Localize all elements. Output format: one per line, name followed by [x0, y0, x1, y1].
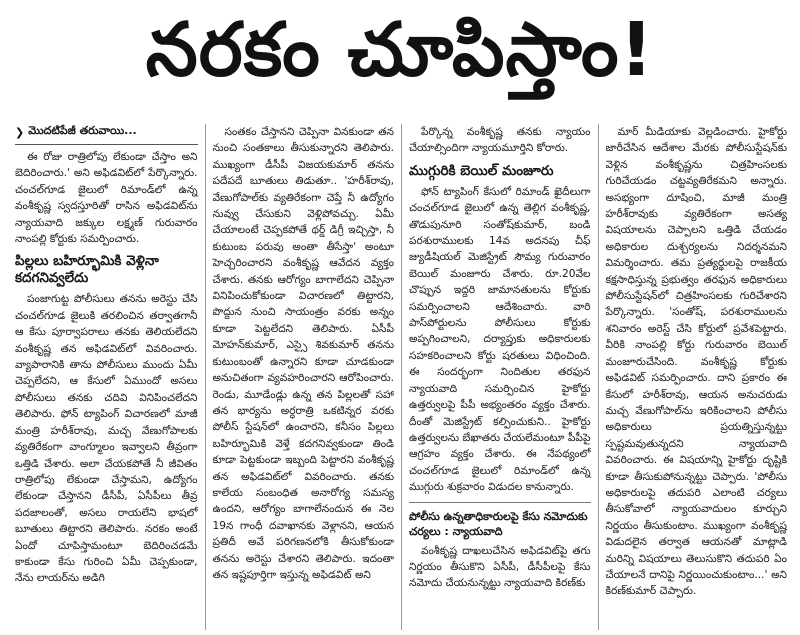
column-1	[8, 124, 205, 630]
paragraph: ఫోన్ ట్యాపింగ్ కేసులో రిమాండ్ ఖైదీలుగా చంచల్‌గూడ జైలులో ఉన్న తెల్లిగ వంశీకృష్ణ, తొడుపునూరి సంతోష్‌కుమార్, బండి పరశురాములకు 14వ అదనపు చీఫ్ జ్యుడీషియల్ మెజిస్ట్రేట్ సౌమ్య గురువారం బెయిల్ మంజూరు చేశారు. రూ.20వేల చొప్పున ఇద్దరి జామానతులను కోర్టుకు సమర్పించాలని ఆదేశించారు. వారి పాస్‌పోర్టులను పోలీసులు కోర్టుకు అప్పగించాలని, దర్యాప్తుకు అధికారులకు సహకరించాలని కోర్టు షరతులు విధించింది. ఈ సందర్భంగా నిందితుల తరఫున న్యాయవాది సమర్పించిన హైకోర్టు ఉత్తర్వులపై పీపీ అభ్యంతరం వ్యక్తం చేశారు. దీంతో మెజిస్ట్రేట్ కల్పించుకుని.. హైకోర్టు ఉత్తర్వులను బేఖాతరు చేయలేమంటూ పీపీపై ఆగ్రహం వ్యక్తం చేశారు. ఈ నేపథ్యంలో చంచల్‌గూడ జైలులో రిమాండ్‌లో ఉన్న ముగ్గురు శుక్రవారం విడుదల కానున్నారు.	[409, 185, 591, 494]
kicker-label: మొదటిపేజీ తరువాయి...	[28, 124, 137, 137]
paragraph: పంజాగుట్ట పోలీసులు తనను అరెస్టు చేసి చంచల్‌గూడ జైలుకి తరలించిన తర్వాతగానీ ఆ కేసు పూర్వాపరాలు తనకు తెలియలేదని వంశీకృష్ణ తన అఫిడవిట్‌లో వివరించారు. వ్యాపారానికి తాను పోలీసులు ముందు ఏమీ చెప్పలేదని, ఆ కేసులో ఏముందో అసలు పోలీసులు తనకు చదివి వినిపించలేదని తెలిపారు. ఫోన్ ట్యాపింగ్ విచారణలో మాజీ మంత్రి హరీశ్‌రావు, మచ్చ వేణుగోపాలకు వ్యతిరేకంగా వాంగ్మూలం ఇవ్వాలని తీవ్రంగా ఒత్తిడి చేశారు. అలా చేయకపోతే నీ జీవితం రాత్రిలోపు లేకుండా చేస్తామని, ఉద్యోగం లేకుండా చేస్తానని డీసీపీ, ఏసీపీలు తీవ్ర పదజాలంతో, అసలు రాయలేని భాషలో బూతులు తిట్టారని తెలిపారు. నరకం అంటే ఏందో చూపిస్తామంటూ బెదిరించడమే కాకుండా కేసు గురించి ఏమీ చెప్పకుండా, నేను లాయర్‌ను అడిగి	[15, 293, 198, 585]
column-4	[598, 124, 795, 630]
subheading: పిల్లలు బహిర్భూమికి వెళ్లినా కదగనివ్వలేదు	[15, 253, 159, 287]
paragraph: మార్ మీడియాకు వెల్లడించారు. హైకోర్టు జారీచేసిన ఆదేశాల మేరకు పోలీసుస్టేషన్‌కు వెళ్లిన వంశీకృష్ణను చిత్రహింసలకు గురిచేయడం చట్టవ్యతిరేకమని అన్నారు. అసభ్యంగా దూషించి, మాజీ మంత్రి హరీశ్‌రావుకు వ్యతిరేకంగా అసత్య విషయాలను చెప్పాలని ఒత్తిడి చేయడం అధికారుల దుశ్చర్యలను నిదర్శనమని విమర్శించారు. తమ ప్రత్యర్థులపై రాజకీయ కక్షసాధిస్తున్న ప్రభుత్వం తరఫున అధికారులు పోలీసుస్టేషన్‌లో చిత్రహింసలకు గురిచేశారని పేర్కొన్నారు. 'సంతోష్, పరశురాములను శనివారం అరెస్ట్ చేసి కోర్టులో ప్రవేశపెట్టారు. వీరికి నాంపల్లి కోర్టు గురువారం బెయిల్ మంజూరుచేసింది. వంశీకృష్ణ కోర్టుకు అఫిడవిట్ సమర్పించారు. దాని ప్రకారం ఈ కేసులో హరీశ్‌రావు, ఆయన అనుచరుడు మచ్చ వేణుగోపాల్‌ను ఇరికించాలని పోలీసు అధికారులు ప్రయత్నిస్తున్నట్టు స్పష్టమవుతున్నదని న్యాయవాది వివరించారు. ఈ విషయాన్ని హైకోర్టు దృష్టికి కూడా తీసుకుపోనున్నట్టు చెప్పారు. 'పోలీసు అధికారులపై తదుపరి ఎలాంటి చర్యలు తీసుకోవాలో న్యాయవాదులం కూర్చుని నిర్ణయం తీసుకుంటాం. ముఖ్యంగా వంశీకృష్ణ విడుదలైన తర్వాత ఆయనతో మాట్లాడి మరిన్ని విషయాలు తెలుసుకొని తదుపరి ఏం చేయాలనే దానిపై నిర్ణయించుకుంటాం...' అని కిరణ్‌కుమార్ చెప్పారు.	[605, 126, 787, 598]
section-divider	[409, 502, 591, 503]
column-2	[205, 124, 402, 630]
column-3	[401, 124, 598, 630]
paragraph: వంశీకృష్ణ దాఖలుచేసిన అఫిడవిట్‌పై తగు నిర్ణయం తీసుకొని ఏసీపీ, డీసీపీలపై కేసు నమోదు చేయనున్నట్టు న్యాయవాది కిరణ్‌కు	[409, 544, 591, 590]
headline: నరకం చూపిస్తాం!	[145, 7, 655, 93]
subheading: పోలీసు ఉన్నతాధికారులపై కేసు నమోదుకు చర్యలు : న్యాయవాది	[409, 509, 588, 538]
article-columns	[8, 124, 794, 630]
paragraph: పేర్కొన్న వంశీకృష్ణ తనకు న్యాయం చేయాల్సిందిగా న్యాయమూర్తిని కోరారు.	[409, 126, 591, 155]
chevron-right-icon: ❯	[15, 125, 25, 139]
paragraph: ఈ రోజు రాత్రిలోపు లేకుండా చేస్తాం అని బెదిరించారు.' అని అఫిడవిట్‌లో పేర్కొన్నారు. చంచల్‌గూడ జైలులో రిమాండ్‌లో ఉన్న వంశీకృష్ణ స్వదస్తూరితో రాసిన అఫిడవిట్‌ను న్యాయవాది జక్కుల లక్ష్మణ్ గురువారం నాంపల్లి కోర్టుకు సమర్పించారు.	[15, 151, 198, 246]
continuation-kicker	[15, 124, 198, 140]
subheading: ముగ్గురికి బెయిల్ మంజూరు	[409, 162, 554, 179]
paragraph: సంతకం చేస్తానని చెప్పినా వినకుండా తన నుంచి సంతకాలు తీసుకున్నారని తెలిపారు. ముఖ్యంగా డీసీపీ విజయకుమార్ తనను పదేపదే బూతులు తిడుతూ.. 'హరీశ్‌రావు, వేణుగోపాల్‌కు వ్యతిరేకంగా చెప్తే నీ ఉద్యోగం నువ్వు చేసుకుని వెళ్లిపోవచ్చు. ఏమీ చేయాలంటే చెప్పకపోతే థర్డ్ డిగ్రీ ఇచ్చిస్తా, నీ కుటుంబ పరువు అంతా తీసేస్తా' అంటూ హెచ్చరించారని వంశీకృష్ణ ఆవేదన వ్యక్తం చేశారు. తనకు ఆరోగ్యం బాగాలేదని చెప్పినా వినిపించుకోకుండా విచారణలో తిట్టారని, పొద్దున నుంచి సాయంత్రం వరకు అన్నం కూడా పెట్టలేదని తెలిపారు. ఏసీపీ మోహన్‌కుమార్, ఎస్సై శివకుమార్ తనను కుటుంబంతో ఉన్నారని కూడా చూడకుండా అనుచితంగా వ్యవహరించారని ఆరోపించారు. రెండు, మూడేండ్లు ఉన్న తన పిల్లలతో సహా తన భార్యను అర్ధరాత్రి ఒకటిన్నర వరకు పోలీస్ స్టేషన్‌లో ఉంచారని, కనీసం పిల్లలు బహిర్భూమికి వెళ్తే కదగనివ్వకుండా తిండి కూడా పెట్టకుండా ఇబ్బంది పెట్టారని వంశీకృష్ణ తన అఫిడవిట్‌లో వివరించారు. తనకు కాలేయ సంబంధిత అనారోగ్య సమస్య ఉందని, ఆరోగ్యం బాగాలేనందున ఈ నెల 19న గాంధీ దవాఖానకు వెళ్లానని, ఆయన ప్రతిదీ అవే పరిగణనలోకి తీసుకోకుండా తనను అరెస్టు చేశారని తెలిపారు. ఇదంతా తన ఇష్టపూర్తిగా ఇస్తున్న అఫిడవిట్ అని	[212, 126, 394, 581]
kicker-rule	[15, 144, 198, 145]
